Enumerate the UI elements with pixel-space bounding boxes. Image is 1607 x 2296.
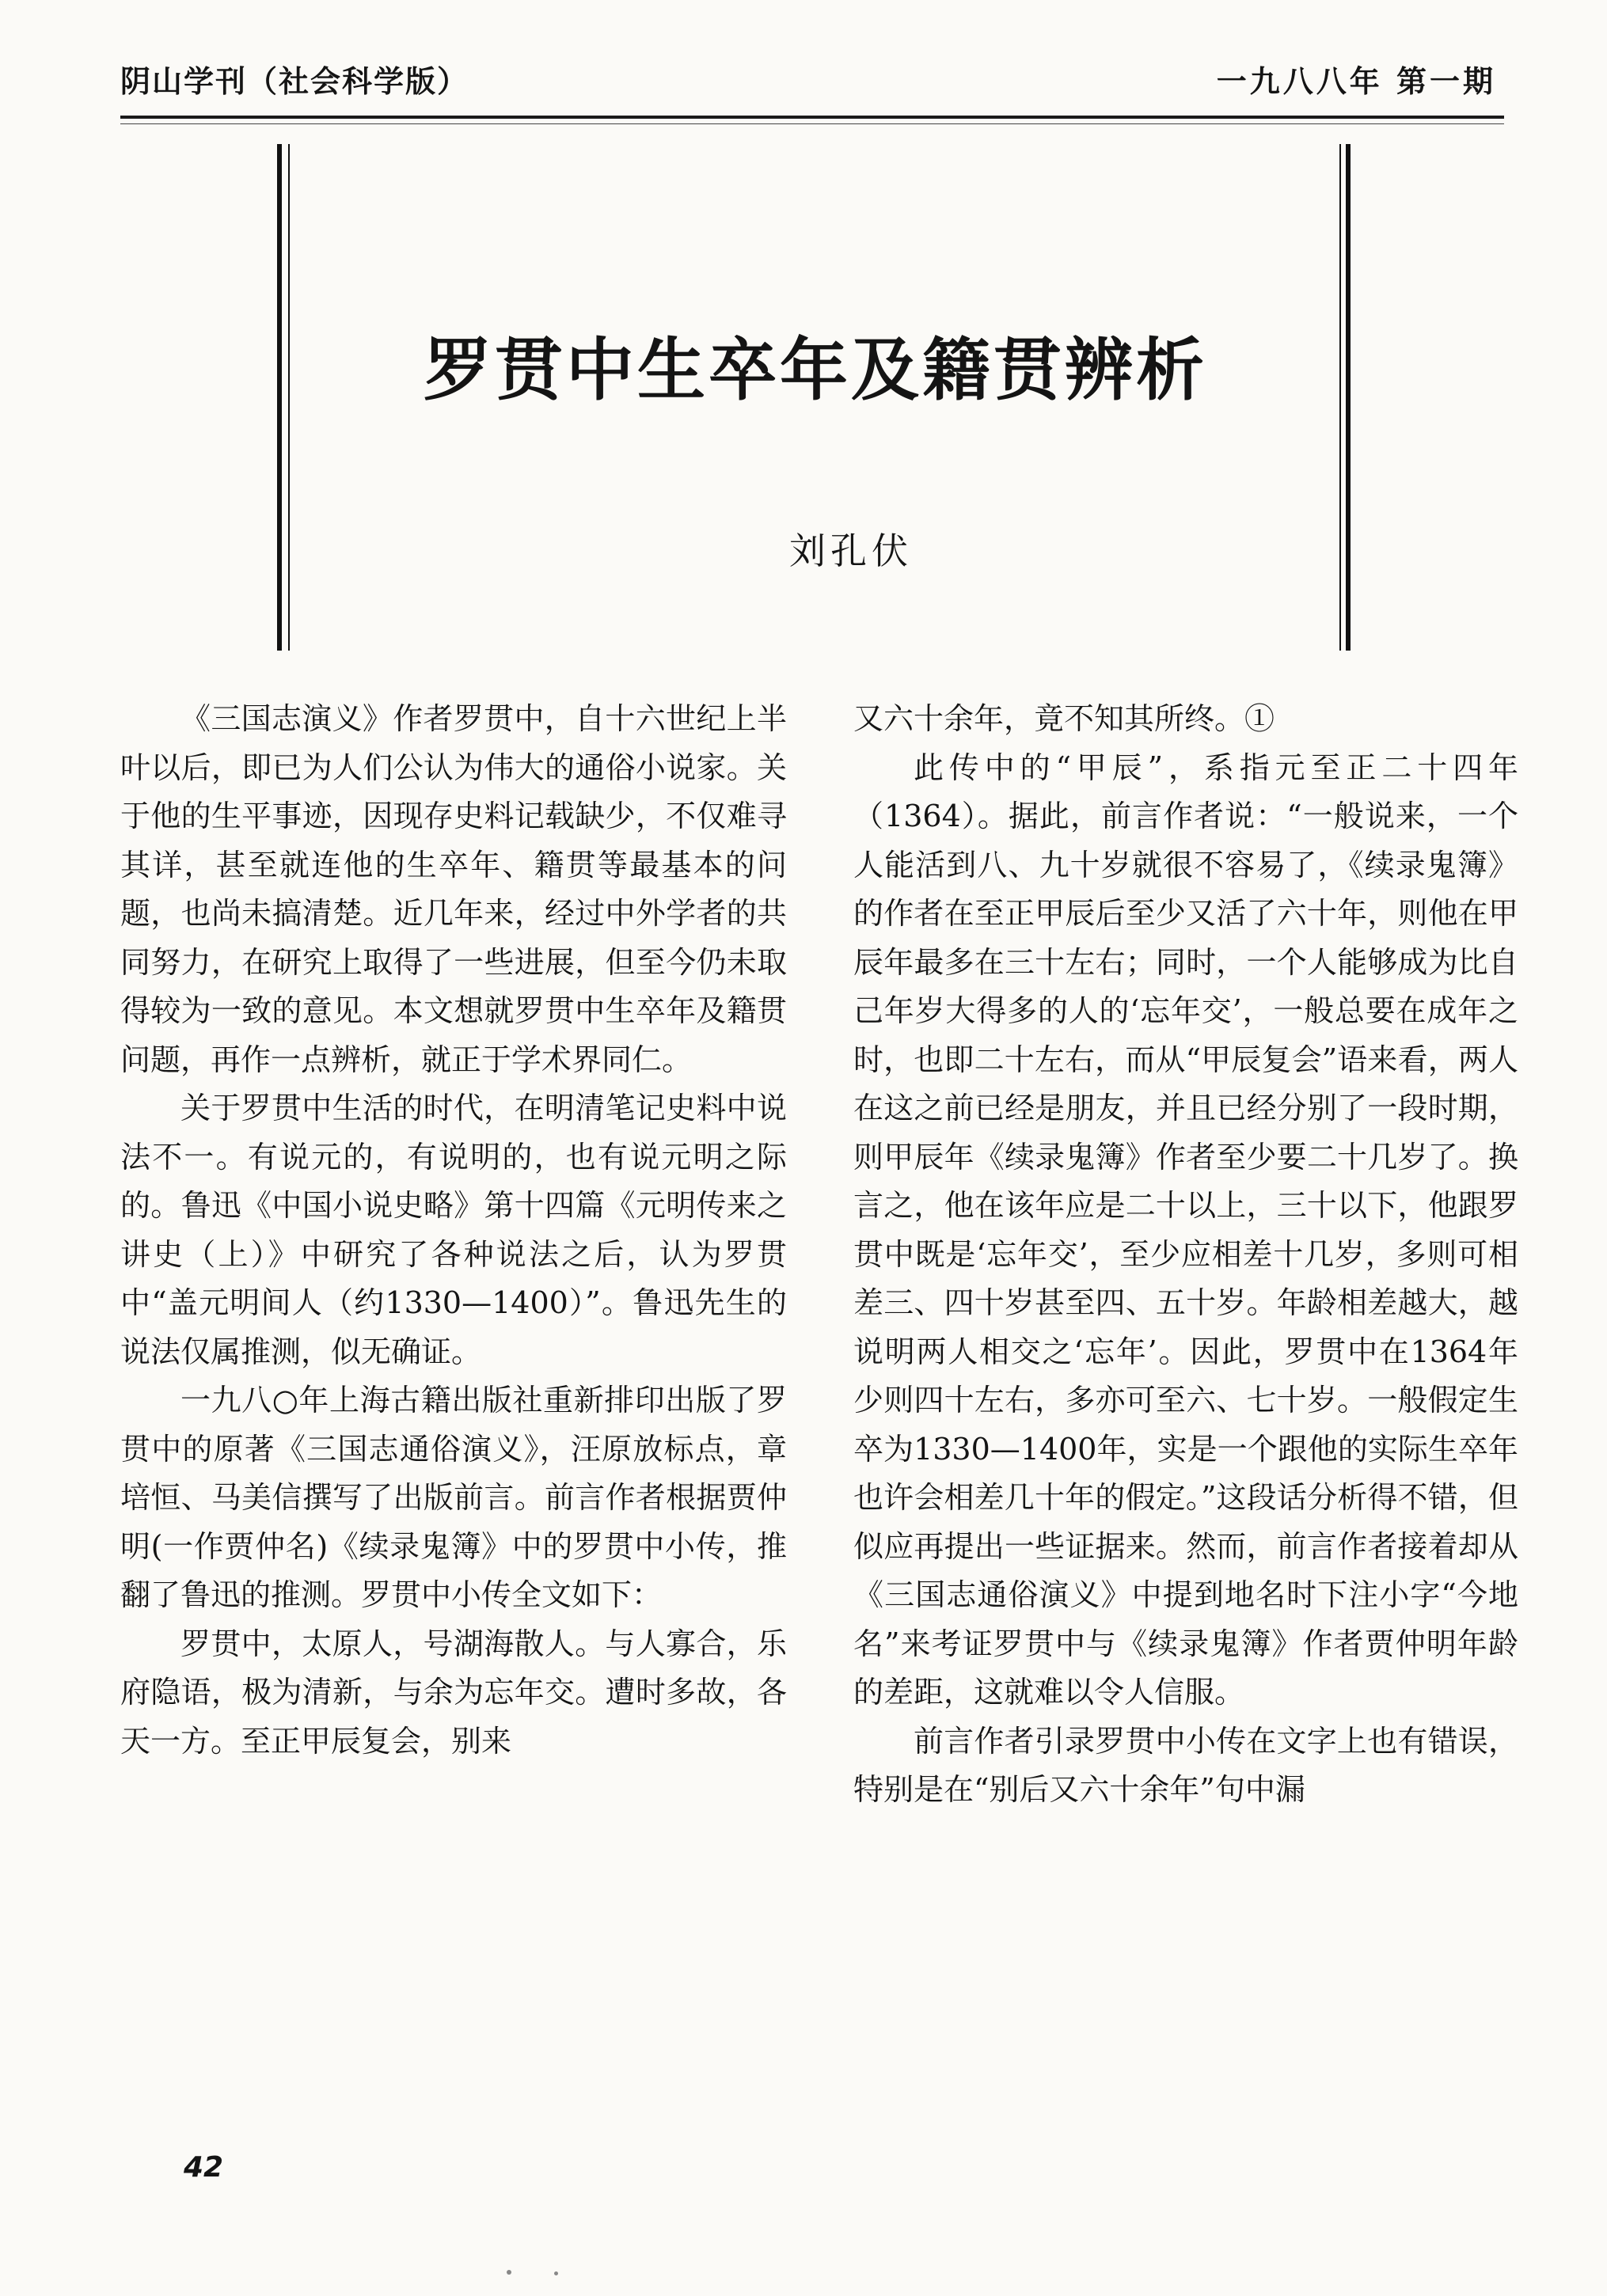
header-rule-thin bbox=[120, 123, 1504, 124]
article-author: 刘孔伏 bbox=[789, 529, 913, 572]
left-column bbox=[120, 695, 787, 2143]
scan-speck bbox=[507, 2270, 511, 2275]
right-column bbox=[853, 695, 1518, 2143]
header-rule bbox=[120, 116, 1504, 119]
page-number: 42 bbox=[184, 2151, 224, 2184]
quoted-biography-continued: 又六十余年，竟不知其所终。① bbox=[853, 701, 1275, 736]
paragraph: 前言作者引录罗贯中小传在文字上也有错误，特别是在“别后又六十余年”句中漏 bbox=[853, 1723, 1518, 1807]
journal-name: 阴山学刊（社会科学版） bbox=[120, 64, 469, 99]
title-frame-right-thick bbox=[1346, 144, 1351, 651]
scan-speck bbox=[554, 2271, 558, 2275]
running-header bbox=[120, 57, 1496, 112]
paragraph: 《三国志演义》作者罗贯中，自十六世纪上半叶以后，即已为人们公认为伟大的通俗小说家。关于他的生平事迹，因现存史料记载缺少，不仅难寻其详，甚至就连他的生卒年、籍贯等最基本的问题，也尚未搞清楚。近几年来，经过中外学者的共同努力，在研究上取得了一些进展，但至今仍未取得较为一致的意见。本文想就罗贯中生卒年及籍贯问题，再作一点辨析，就正于学术界同仁。 bbox=[120, 701, 787, 1077]
paragraph: 一九八○年上海古籍出版社重新排印出版了罗贯中的原著《三国志通俗演义》，汪原放标点，章培恒、马美信撰写了出版前言。前言作者根据贾仲明(一作贾仲名)《续录鬼簿》中的罗贯中小传，推翻了鲁迅的推测。罗贯中小传全文如下： bbox=[120, 1383, 787, 1612]
issue-label: 一九八八年 第一期 bbox=[1216, 64, 1496, 99]
article-title: 罗贯中生卒年及籍贯辨析 bbox=[424, 331, 1207, 410]
quoted-biography: 罗贯中，太原人，号湖海散人。与人寡合，乐府隐语，极为清新，与余为忘年交。遭时多故，各天一方。至正甲辰复会，别来 bbox=[120, 1626, 787, 1759]
title-frame-left-thick bbox=[277, 144, 282, 651]
paragraph: 此传中的“甲辰”，系指元至正二十四年（1364）。据此，前言作者说：“一般说来，一个人能活到八、九十岁就很不容易了，《续录鬼簿》的作者在至正甲辰后至少又活了六十年，则他在甲辰年最多在三十左右；同时，一个人能够成为比自己年岁大得多的人的‘忘年交’，一般总要在成年之时，也即二十左右，而从“甲辰复会”语来看，两人在这之前已经是朋友，并且已经分别了一段时期，则甲辰年《续录鬼簿》作者至少要二十几岁了。换言之，他在该年应是二十以上，三十以下，他跟罗贯中既是‘忘年交’，至少应相差十几岁，多则可相差三、四十岁甚至四、五十岁。年龄相差越大，越说明两人相交之‘忘年’。因此，罗贯中在1364年少则四十左右，多亦可至六、七十岁。一般假定生卒为1330—1400年，实是一个跟他的实际生卒年也许会相差几十年的假定。”这段话分析得不错，但似应再提出一些证据来。然而，前言作者接着却从《三国志通俗演义》中提到地名时下注小字“今地名”来考证罗贯中与《续录鬼簿》作者贾仲明年龄的差距，这就难以令人信服。 bbox=[853, 750, 1518, 1710]
paragraph: 关于罗贯中生活的时代，在明清笔记史料中说法不一。有说元的，有说明的，也有说元明之际的。鲁迅《中国小说史略》第十四篇《元明传来之讲史（上）》中研究了各种说法之后，认为罗贯中“盖元明间人（约1330—1400）”。鲁迅先生的说法仅属推测，似无确证。 bbox=[120, 1091, 787, 1369]
